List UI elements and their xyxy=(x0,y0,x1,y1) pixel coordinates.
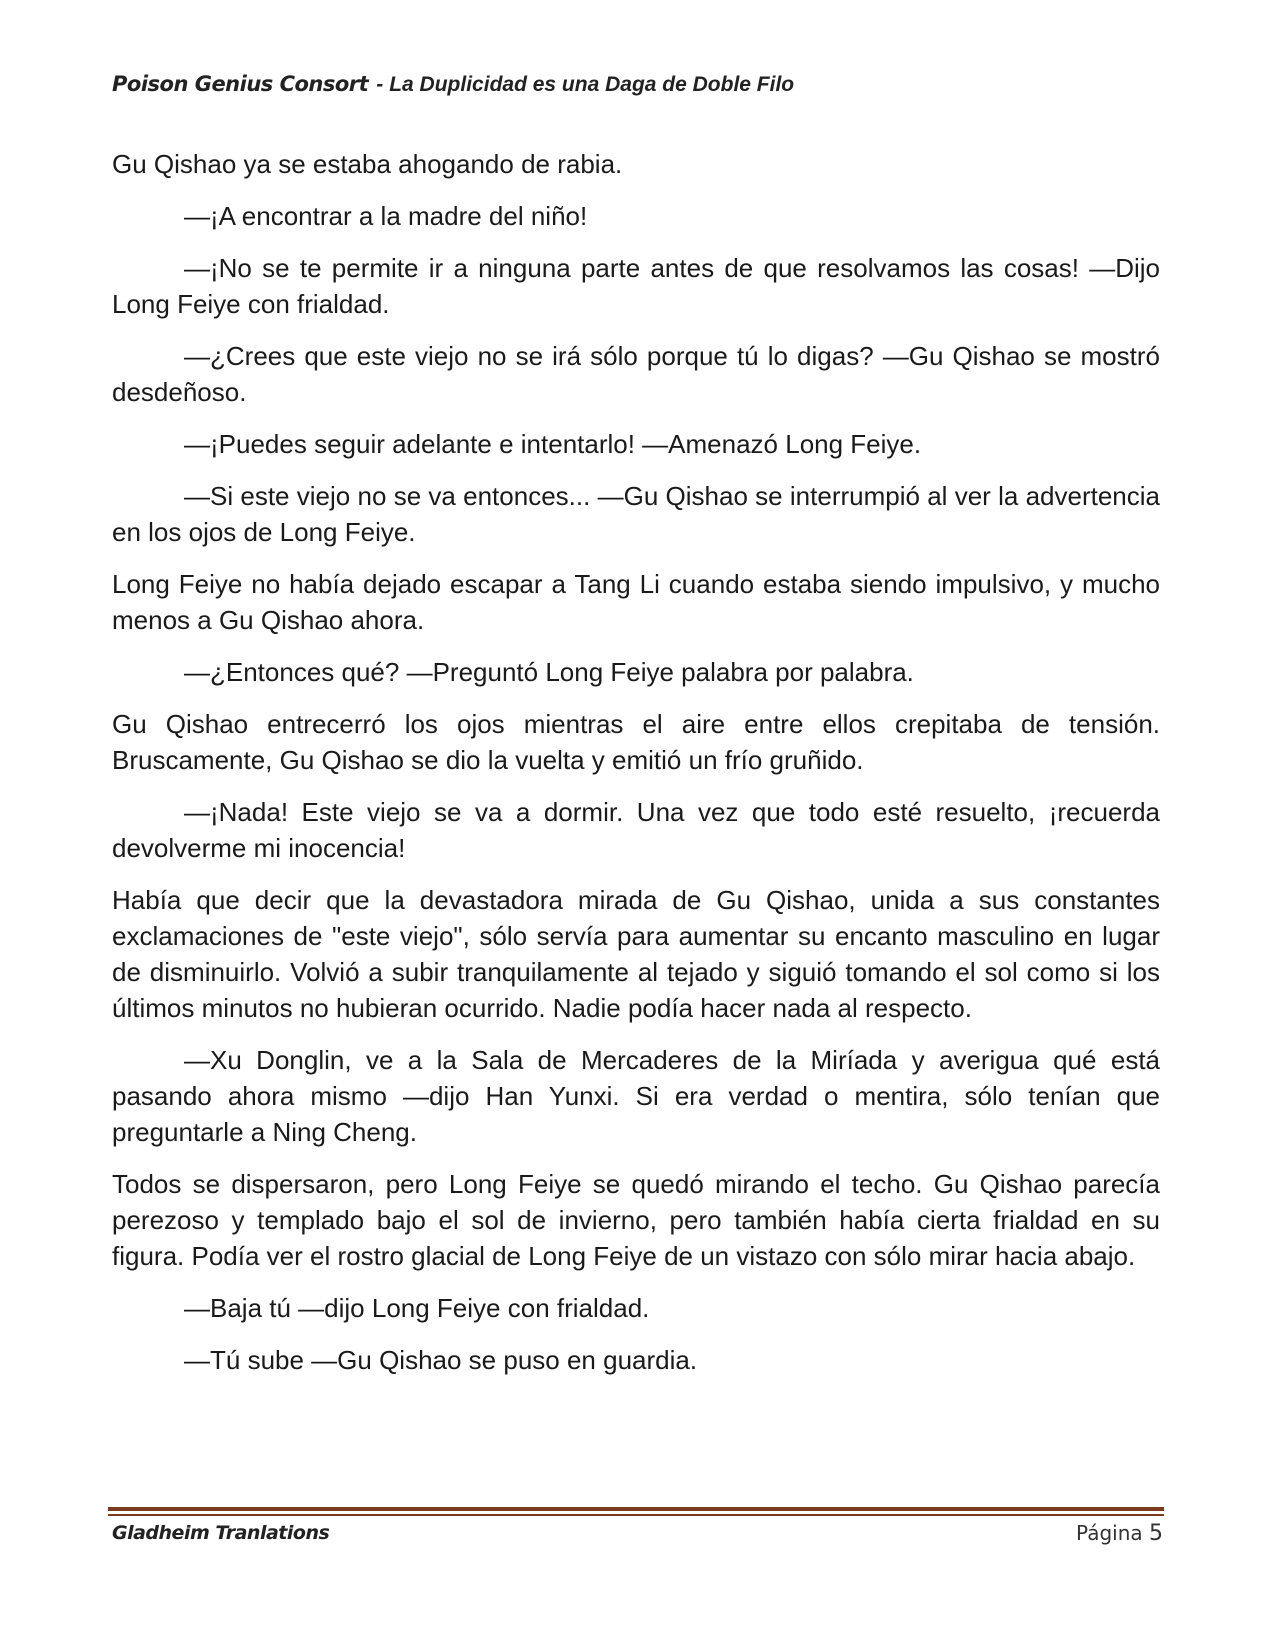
paragraph: Todos se dispersaron, pero Long Feiye se quedó mirando el techo. Gu Qishao parecía perezoso y templado bajo el sol de invierno, pero también había cierta frialdad en su figura. Podía ver el rostro glacial de Long Feiye de un vistazo con sólo mirar hacia abajo. xyxy=(112,1169,1160,1271)
chapter-title: La Duplicidad es una Daga de Doble Filo xyxy=(389,73,795,96)
paragraph: Gu Qishao entrecerró los ojos mientras el aire entre ellos crepitaba de tensión. Bruscamente, Gu Qishao se dio la vuelta y emitió un frío gruñido. xyxy=(112,709,1160,775)
page-indicator xyxy=(1076,1521,1163,1546)
paragraph: —¡Nada! Este viejo se va a dormir. Una vez que todo esté resuelto, ¡recuerda devolverme mi inocencia! xyxy=(112,797,1160,863)
page-number: 5 xyxy=(1149,1521,1163,1546)
paragraph: —Xu Donglin, ve a la Sala de Mercaderes de la Miríada y averigua qué está pasando ahora mismo —dijo Han Yunxi. Si era verdad o mentira, sólo tenían que preguntarle a Ning Cheng. xyxy=(112,1045,1160,1147)
footer-divider xyxy=(108,1507,1164,1516)
page-body xyxy=(112,146,1160,1394)
paragraph: —Si este viejo no se va entonces... —Gu Qishao se interrumpió al ver la advertencia en los ojos de Long Feiye. xyxy=(112,481,1160,547)
running-header xyxy=(112,72,794,97)
page-label: Página xyxy=(1076,1521,1143,1545)
paragraph: —¡A encontrar a la madre del niño! xyxy=(184,201,588,231)
header-separator: - xyxy=(376,73,384,96)
paragraph: —¡No se te permite ir a ninguna parte antes de que resolvamos las cosas! —Dijo Long Feiye con frialdad. xyxy=(112,253,1160,319)
book-title: Poison Genius Consort xyxy=(112,72,369,96)
paragraph: Gu Qishao ya se estaba ahogando de rabia. xyxy=(112,149,623,179)
publisher-name: Gladheim Tranlations xyxy=(112,1522,330,1544)
paragraph: —¡Puedes seguir adelante e intentarlo! —Amenazó Long Feiye. xyxy=(184,429,922,459)
paragraph: —¿Crees que este viejo no se irá sólo porque tú lo digas? —Gu Qishao se mostró desdeñoso. xyxy=(112,341,1160,407)
paragraph: —Baja tú —dijo Long Feiye con frialdad. xyxy=(184,1293,650,1323)
paragraph: —¿Entonces qué? —Preguntó Long Feiye palabra por palabra. xyxy=(184,657,914,687)
paragraph: Había que decir que la devastadora mirada de Gu Qishao, unida a sus constantes exclamaciones de "este viejo", sólo servía para aumentar su encanto masculino en lugar de disminuirlo. Volvió a subir tranquilamente al tejado y siguió tomando el sol como si los últimos minutos no hubieran ocurrido. Nadie podía hacer nada al respecto. xyxy=(112,885,1160,1023)
paragraph: —Tú sube —Gu Qishao se puso en guardia. xyxy=(184,1345,698,1375)
paragraph: Long Feiye no había dejado escapar a Tang Li cuando estaba siendo impulsivo, y mucho menos a Gu Qishao ahora. xyxy=(112,569,1160,635)
